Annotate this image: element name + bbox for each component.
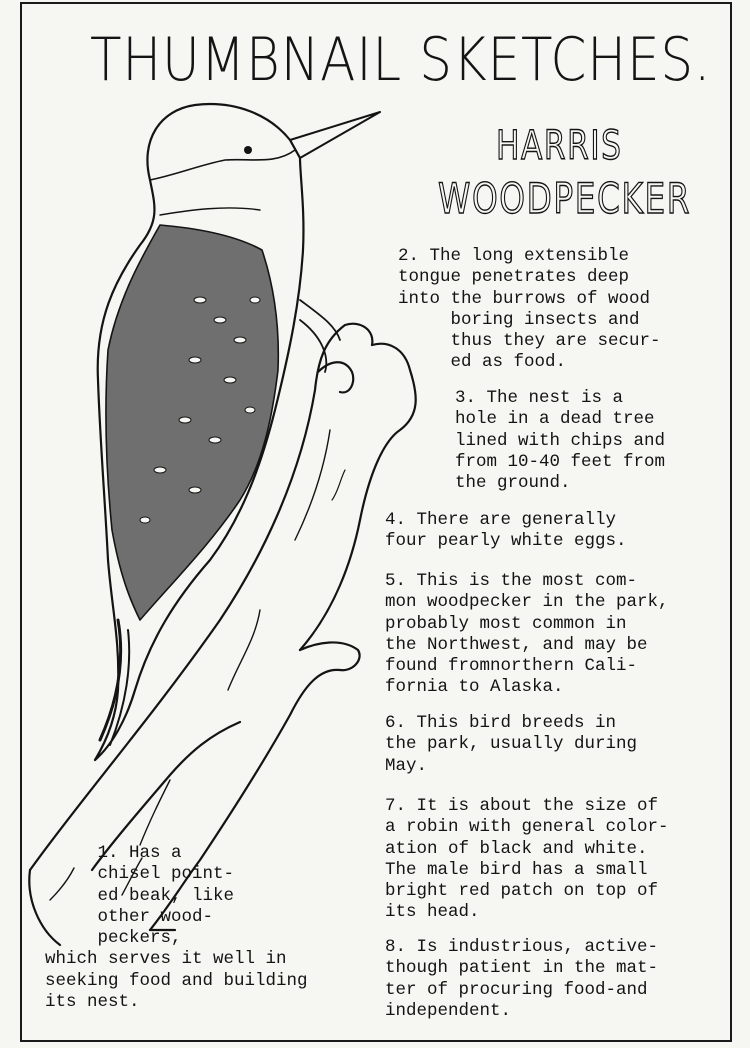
fact-7-text: 7. It is about the size of a robin with general color- ation of black and white. The male bird has a small bright red patch on top of its head.: [385, 796, 669, 923]
fact-1-text: 1. Has a chisel point- ed beak, like other wood- peckers, which serves it well in seeking food and building its nest.: [45, 843, 308, 1013]
subtitle-line-1: HARRIS: [496, 123, 623, 169]
fact-5-text: 5. This is the most com- mon woodpecker in the park, probably most common in the Northwest, and may be found fromnorthern Cali- fornia to Alaska.: [385, 571, 669, 698]
bird-drawing: [95, 104, 380, 760]
subtitle-line-2: WOODPECKER: [438, 174, 692, 223]
fact-6-text: 6. This bird breeds in the park, usually during May.: [385, 713, 638, 776]
fact-3-text: 3. The nest is a hole in a dead tree lined with chips and from 10-40 feet from the ground.: [455, 388, 666, 494]
fact-4-text: 4. There are generally four pearly white eggs.: [385, 510, 627, 552]
fact-8-text: 8. Is industrious, active- though patient in the mat- ter of procuring food-and independent.: [385, 937, 659, 1021]
fact-2-text: 2. The long extensible tongue penetrates deep into the burrows of wood boring insects and thus they are secur- ed as food.: [398, 246, 661, 373]
page-title: THUMBNAIL SKETCHES.: [90, 25, 712, 95]
